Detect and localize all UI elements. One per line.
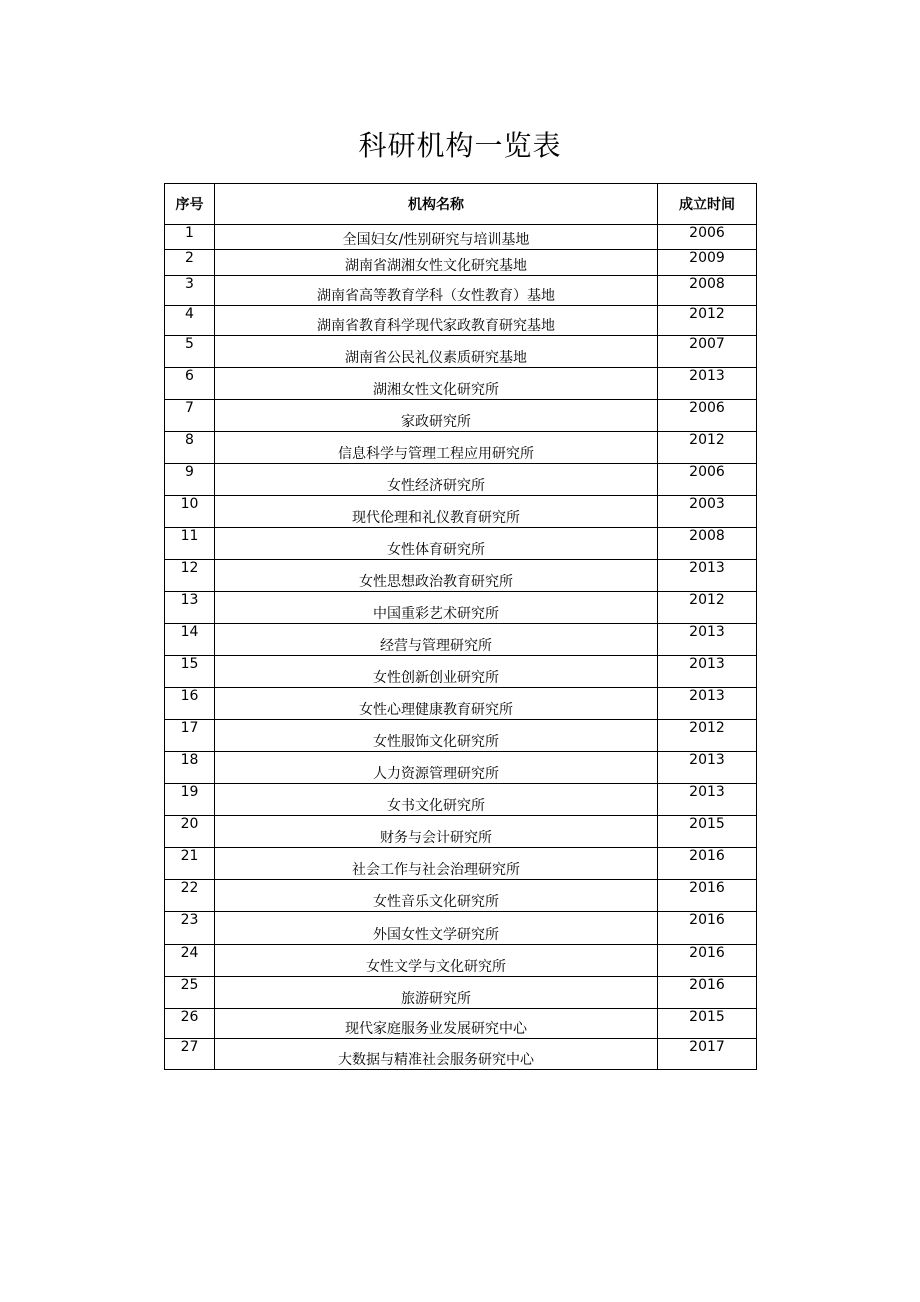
table-row xyxy=(165,977,757,1009)
row-number: 26 xyxy=(165,1009,215,1039)
row-institution-name: 女性音乐文化研究所 xyxy=(215,880,658,912)
table-row xyxy=(165,752,757,784)
table-row xyxy=(165,720,757,752)
row-number: 22 xyxy=(165,880,215,912)
row-institution-name: 女性经济研究所 xyxy=(215,464,658,496)
row-established-year: 2016 xyxy=(658,880,757,912)
table-row xyxy=(165,592,757,624)
table-row xyxy=(165,784,757,816)
row-established-year: 2012 xyxy=(658,432,757,464)
row-established-year: 2013 xyxy=(658,560,757,592)
row-number: 13 xyxy=(165,592,215,624)
institutions-table xyxy=(164,183,757,1070)
row-number: 24 xyxy=(165,945,215,977)
table-header-row xyxy=(165,184,757,225)
row-number: 7 xyxy=(165,400,215,432)
table-row xyxy=(165,848,757,880)
row-established-year: 2003 xyxy=(658,496,757,528)
row-number: 12 xyxy=(165,560,215,592)
row-institution-name: 湖南省教育科学现代家政教育研究基地 xyxy=(215,306,658,336)
row-established-year: 2016 xyxy=(658,945,757,977)
row-established-year: 2007 xyxy=(658,336,757,368)
table-row xyxy=(165,464,757,496)
table-row xyxy=(165,912,757,945)
table-row xyxy=(165,225,757,250)
row-established-year: 2013 xyxy=(658,624,757,656)
row-number: 8 xyxy=(165,432,215,464)
row-institution-name: 全国妇女/性别研究与培训基地 xyxy=(215,225,658,250)
table-row xyxy=(165,276,757,306)
row-number: 6 xyxy=(165,368,215,400)
table-row xyxy=(165,368,757,400)
row-institution-name: 女性创新创业研究所 xyxy=(215,656,658,688)
row-established-year: 2008 xyxy=(658,528,757,560)
row-institution-name: 湖湘女性文化研究所 xyxy=(215,368,658,400)
row-established-year: 2009 xyxy=(658,250,757,276)
row-institution-name: 湖南省高等教育学科（女性教育）基地 xyxy=(215,276,658,306)
row-number: 4 xyxy=(165,306,215,336)
header-institution-name: 机构名称 xyxy=(215,184,658,225)
table-row xyxy=(165,306,757,336)
row-number: 2 xyxy=(165,250,215,276)
table-row xyxy=(165,1009,757,1039)
table-row xyxy=(165,945,757,977)
row-institution-name: 中国重彩艺术研究所 xyxy=(215,592,658,624)
row-institution-name: 湖南省湖湘女性文化研究基地 xyxy=(215,250,658,276)
row-number: 25 xyxy=(165,977,215,1009)
table-row xyxy=(165,250,757,276)
row-number: 20 xyxy=(165,816,215,848)
row-institution-name: 女书文化研究所 xyxy=(215,784,658,816)
row-number: 23 xyxy=(165,912,215,945)
row-established-year: 2006 xyxy=(658,400,757,432)
table-row xyxy=(165,880,757,912)
row-institution-name: 财务与会计研究所 xyxy=(215,816,658,848)
row-number: 3 xyxy=(165,276,215,306)
row-institution-name: 女性服饰文化研究所 xyxy=(215,720,658,752)
row-number: 19 xyxy=(165,784,215,816)
page-title: 科研机构一览表 xyxy=(358,129,562,162)
row-established-year: 2016 xyxy=(658,848,757,880)
row-number: 1 xyxy=(165,225,215,250)
row-established-year: 2008 xyxy=(658,276,757,306)
row-institution-name: 经营与管理研究所 xyxy=(215,624,658,656)
row-established-year: 2017 xyxy=(658,1039,757,1070)
table-row xyxy=(165,816,757,848)
row-institution-name: 湖南省公民礼仪素质研究基地 xyxy=(215,336,658,368)
row-established-year: 2015 xyxy=(658,1009,757,1039)
table-row xyxy=(165,496,757,528)
row-number: 16 xyxy=(165,688,215,720)
row-established-year: 2013 xyxy=(658,688,757,720)
row-established-year: 2016 xyxy=(658,912,757,945)
row-institution-name: 社会工作与社会治理研究所 xyxy=(215,848,658,880)
row-established-year: 2015 xyxy=(658,816,757,848)
row-number: 18 xyxy=(165,752,215,784)
table-row xyxy=(165,624,757,656)
row-number: 11 xyxy=(165,528,215,560)
row-number: 27 xyxy=(165,1039,215,1070)
row-number: 21 xyxy=(165,848,215,880)
header-established-year: 成立时间 xyxy=(658,184,757,225)
table-row xyxy=(165,336,757,368)
row-number: 14 xyxy=(165,624,215,656)
row-established-year: 2012 xyxy=(658,720,757,752)
row-institution-name: 女性体育研究所 xyxy=(215,528,658,560)
row-institution-name: 外国女性文学研究所 xyxy=(215,912,658,945)
row-institution-name: 信息科学与管理工程应用研究所 xyxy=(215,432,658,464)
row-established-year: 2013 xyxy=(658,656,757,688)
table-row xyxy=(165,656,757,688)
row-institution-name: 人力资源管理研究所 xyxy=(215,752,658,784)
row-institution-name: 女性文学与文化研究所 xyxy=(215,945,658,977)
row-number: 17 xyxy=(165,720,215,752)
row-institution-name: 旅游研究所 xyxy=(215,977,658,1009)
row-institution-name: 女性思想政治教育研究所 xyxy=(215,560,658,592)
row-number: 10 xyxy=(165,496,215,528)
header-number: 序号 xyxy=(165,184,215,225)
row-institution-name: 现代家庭服务业发展研究中心 xyxy=(215,1009,658,1039)
row-institution-name: 大数据与精准社会服务研究中心 xyxy=(215,1039,658,1070)
row-number: 9 xyxy=(165,464,215,496)
row-established-year: 2013 xyxy=(658,368,757,400)
row-established-year: 2006 xyxy=(658,225,757,250)
row-number: 15 xyxy=(165,656,215,688)
table-row xyxy=(165,400,757,432)
row-established-year: 2012 xyxy=(658,592,757,624)
row-institution-name: 家政研究所 xyxy=(215,400,658,432)
row-established-year: 2013 xyxy=(658,752,757,784)
table-row xyxy=(165,560,757,592)
row-established-year: 2013 xyxy=(658,784,757,816)
table-row xyxy=(165,688,757,720)
row-established-year: 2016 xyxy=(658,977,757,1009)
row-institution-name: 女性心理健康教育研究所 xyxy=(215,688,658,720)
table-row xyxy=(165,528,757,560)
row-institution-name: 现代伦理和礼仪教育研究所 xyxy=(215,496,658,528)
table-row xyxy=(165,432,757,464)
row-established-year: 2006 xyxy=(658,464,757,496)
row-established-year: 2012 xyxy=(658,306,757,336)
row-number: 5 xyxy=(165,336,215,368)
table-row xyxy=(165,1039,757,1070)
